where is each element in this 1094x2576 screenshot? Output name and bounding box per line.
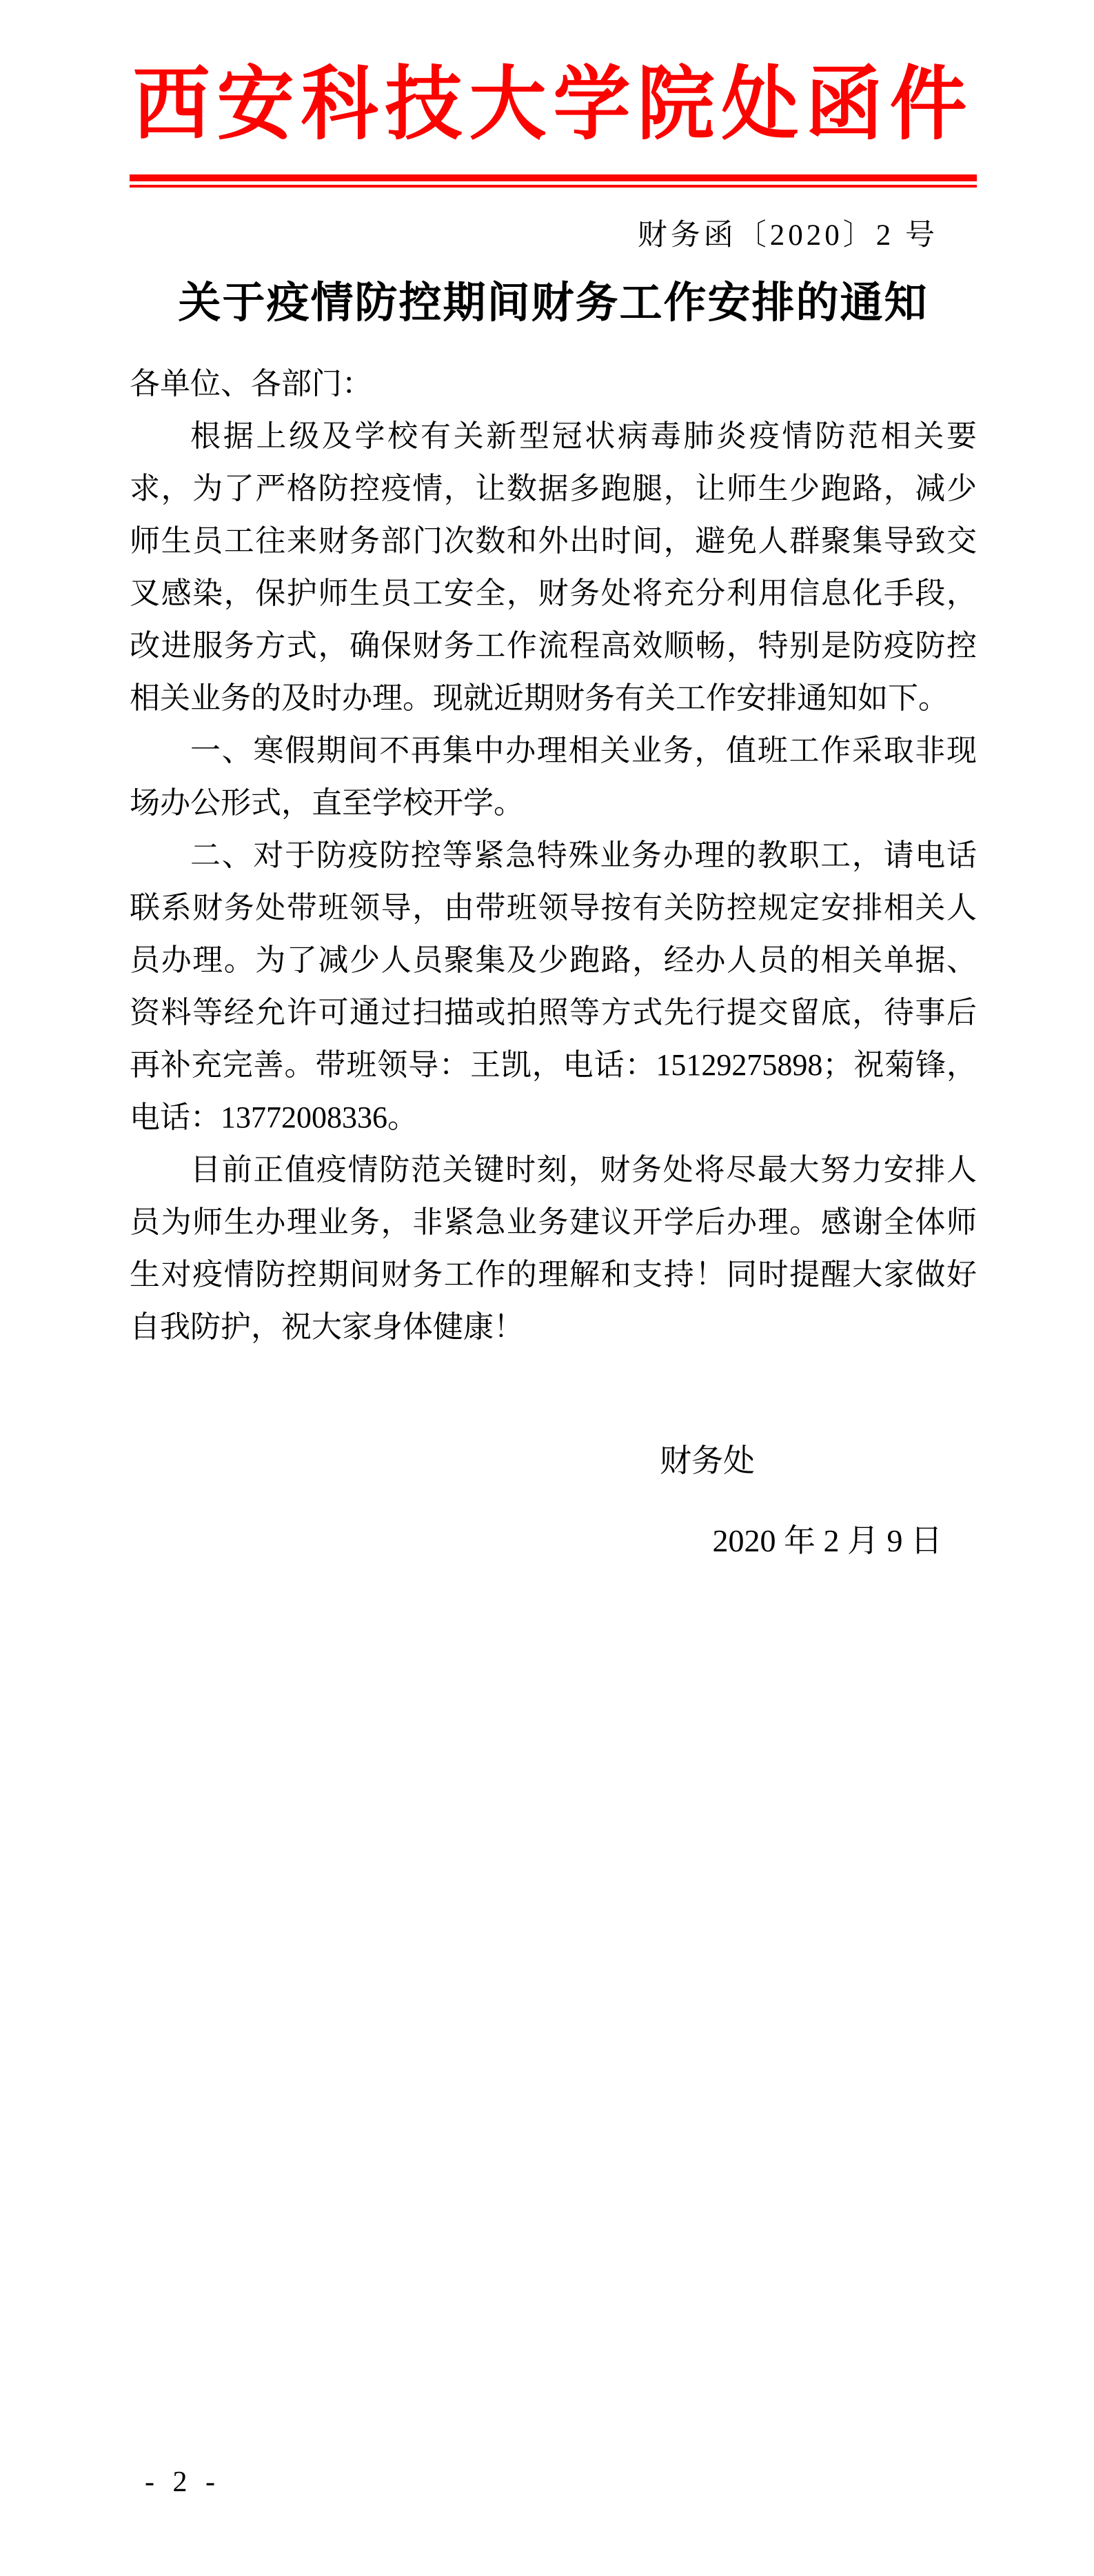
signature-department: 财务处: [660, 1443, 755, 1479]
document-number: 财务函〔2020〕2 号: [637, 219, 938, 252]
signature-date: 2020 年 2 月 9 日: [712, 1523, 942, 1559]
body-paragraph: 根据上级及学校有关新型冠状病毒肺炎疫情防范相关要求，为了严格防控疫情，让数据多跑腿，让师生少跑路，减少师生员工往来财务部门次数和外出时间，避免人群聚集导致交叉感染，保护师生员工安全，财务处将充分利用信息化手段，改进服务方式，确保财务工作流程高效顺畅，特别是防疫防控相关业务的及时办理。现就近期财务有关工作安排通知如下。: [130, 419, 977, 716]
body-paragraphs: [130, 410, 977, 1354]
salutation: 各单位、各部门：: [130, 367, 372, 401]
letter-body: [130, 358, 977, 1354]
letterhead-rule-thin: [130, 185, 977, 188]
letterhead-rule-thick: [130, 174, 977, 181]
letterhead-title: 西安科技大学院处函件: [132, 59, 974, 149]
body-paragraph: 二、对于防疫防控等紧急特殊业务办理的教职工，请电话联系财务处带班领导，由带班领导按有关防控规定安排相关人员办理。为了减少人员聚集及少跑路，经办人员的相关单据、资料等经允许可通过扫描或拍照等方式先行提交留底，待事后再补充完善。带班领导：王凯，电话：15129275898；祝菊锋，电话：13772008336。: [130, 838, 977, 1135]
body-paragraph: 一、寒假期间不再集中办理相关业务，值班工作采取非现场办公形式，直至学校开学。: [130, 734, 977, 821]
signature-block: [130, 1435, 977, 1567]
body-paragraph: 目前正值疫情防范关键时刻，财务处将尽最大努力安排人员为师生办理业务，非紧急业务建议开学后办理。感谢全体师生对疫情防控期间财务工作的理解和支持！同时提醒大家做好自我防护，祝大家身体健康！: [130, 1153, 977, 1345]
page-number: - 2 -: [145, 2466, 221, 2498]
notice-title: 关于疫情防控期间财务工作安排的通知: [178, 279, 929, 327]
letter-content: [0, 59, 1094, 1567]
